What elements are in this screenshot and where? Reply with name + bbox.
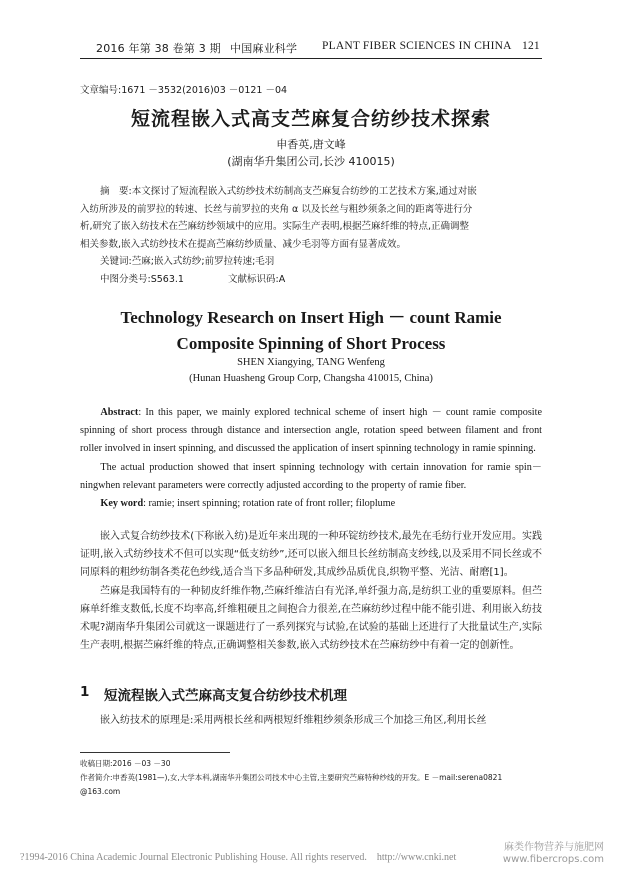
section-first-line: 嵌入纺技术的原理是:采用两根长丝和两根短纤维粗纱须条形成三个加捻三角区,利用长丝 bbox=[100, 715, 487, 726]
article-id: 文章编号:1671 －3532(2016)03 －0121 －04 bbox=[80, 85, 288, 96]
keywords-cn: 关键词:苎麻;嵌入式纺纱;前罗拉转速;毛羽 bbox=[100, 256, 275, 267]
title-en-line1: Technology Research on Insert High － count Ramie bbox=[120, 308, 502, 327]
title-cn: 短流程嵌入式高支苎麻复合纺纱技术探索 bbox=[130, 108, 491, 130]
footnote-rule bbox=[80, 752, 230, 753]
affiliation-cn: (湖南华升集团公司,长沙 410015) bbox=[227, 155, 395, 168]
section-title: 短流程嵌入式苎麻高支复合纺纱技术机理 bbox=[104, 688, 347, 704]
authors-cn: 申香英,唐文峰 bbox=[276, 138, 346, 151]
header-page-number: 121 bbox=[522, 40, 540, 52]
title-en-line2: Composite Spinning of Short Process bbox=[176, 334, 446, 353]
keywords-en-label: Key word bbox=[100, 498, 144, 510]
body-text bbox=[80, 528, 542, 655]
header-journal-cn: 中国麻业科学 bbox=[230, 42, 298, 55]
abstract-en-text: : In this paper, we mainly explored technical scheme of insert high － count ramie composite spinning of short process through distance and intersection angle, rotation speed between filament and front roller involved in insert spinning, and discussed the application of insert spinning technology in ramie spinning. bbox=[80, 407, 542, 455]
abstract-en-label: Abstract bbox=[100, 407, 139, 418]
site-watermark-line1: 麻类作物营养与施肥网 bbox=[504, 842, 604, 853]
footnote-author: 作者简介:申香英(1981—),女,大学本科,湖南华升集团公司技术中心主管,主要研究苎麻特种纱线的开发。E －mail:serena0821 bbox=[80, 773, 503, 782]
abstract-cn bbox=[80, 183, 542, 253]
cnki-watermark: ?1994-2016 China Academic Journal Electronic Publishing House. All rights reserved. http://www.cnki.net bbox=[20, 852, 457, 863]
footnote-received: 收稿日期:2016 －03 －30 bbox=[80, 759, 171, 768]
document-code: 文献标识码:A bbox=[228, 274, 286, 285]
section-number: 1 bbox=[80, 684, 90, 700]
header-journal-en: PLANT FIBER SCIENCES IN CHINA bbox=[322, 40, 512, 52]
site-watermark-line2: www.fibercrops.com bbox=[502, 854, 604, 865]
abstract-en bbox=[80, 404, 542, 513]
site-watermark-logo bbox=[494, 842, 604, 866]
header-issue: 2016 年第 38 卷第 3 期 bbox=[96, 42, 221, 55]
footnote-email-tail: @163.com bbox=[80, 787, 121, 796]
clc-number: 中图分类号:S563.1 bbox=[100, 274, 184, 285]
body-paragraph: 苎麻是我国特有的一种韧皮纤维作物,苎麻纤维洁白有光泽,单纤强力高,是纺织工业的重要原料。但苎麻单纤维支数低,长度不均率高,纤维粗硬且之间抱合力很差,在苎麻纺纱过程中能不能引进、利用嵌入纺技术呢?湖南华升集团公司就这一课题进行了一系列探究与试验,在试验的基础上还进行了大批量试生产,实际生产表明,根据苎麻纤维的特点,正确调整相关参数,嵌入式纺纱技术在苎麻纺纱中有着一定的创新性。 bbox=[80, 585, 542, 652]
abstract-en-text2: The actual production showed that insert spinning technology with certain innovation for ramie spin－ningwhen relevant parameters were correctly adjusted according to the property of ramie fiber. bbox=[80, 461, 542, 491]
abstract-cn-line: 入纺所涉及的前罗拉的转速、长丝与前罗拉的夹角 α 以及长丝与粗纱须条之间的距离等进行分 bbox=[80, 203, 473, 215]
body-paragraph: 嵌入式复合纺纱技术(下称嵌入纺)是近年来出现的一种环锭纺纱技术,最先在毛纺行业开发应用。实践证明,嵌入式纺纱技术不但可以实现“低支纺纱”,还可以嵌入细旦长丝纺制高支纱线,以及采用不同长丝或不同原料的粗纱纺制各类花色纱线,适合当下多品种研发,其成纱品质优良,织物平整、光洁、耐磨[1]。 bbox=[80, 531, 542, 579]
authors-en: SHEN Xiangying, TANG Wenfeng bbox=[237, 357, 385, 368]
affiliation-en: (Hunan Huasheng Group Corp, Changsha 410015, China) bbox=[189, 373, 433, 384]
header-rule bbox=[80, 58, 542, 59]
abstract-cn-line: 析,研究了嵌入纺技术在苎麻纺纱领域中的应用。实际生产表明,根据苎麻纤维的特点,正确调整 bbox=[80, 221, 470, 232]
abstract-cn-label: 摘 要: bbox=[100, 186, 132, 197]
keywords-en-text: : ramie; insert spinning; rotation rate of front roller; filoplume bbox=[143, 498, 396, 510]
abstract-cn-line: 相关参数,嵌入式纺纱技术在提高苎麻纺纱质量、减少毛羽等方面有显著成效。 bbox=[80, 238, 407, 250]
footnote bbox=[80, 757, 545, 799]
abstract-cn-line: 本文探讨了短流程嵌入式纺纱技术纺制高支苎麻复合纺纱的工艺技术方案,通过对嵌 bbox=[131, 186, 477, 197]
